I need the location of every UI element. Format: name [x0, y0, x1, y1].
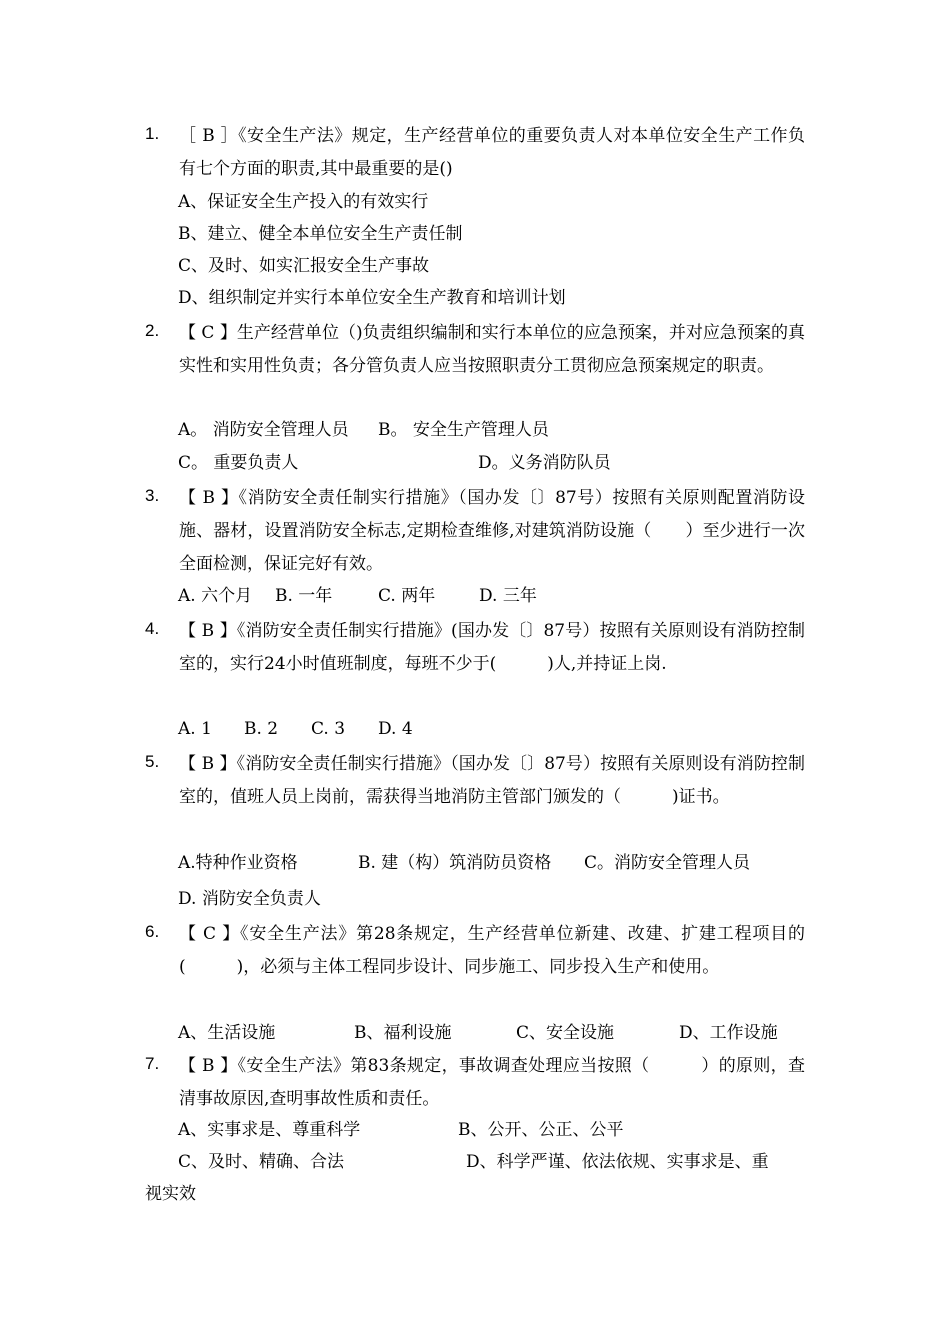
option-d: D. 4 [378, 719, 413, 739]
option-a: A. 六个月 [178, 586, 253, 606]
option-a: A、生活设施 [178, 1023, 276, 1043]
option-d: D、工作设施 [679, 1023, 778, 1043]
option-b: B、建立、健全本单位安全生产责任制 [178, 224, 463, 244]
question-text: 【 B 】《消防安全责任制实行措施》（国办发〔〕87号）按照有关原则设有消防控制室的，值班人员上岗前，需获得当地消防主管部门颁发的（ )证书。 [179, 754, 805, 807]
option-a: A。 消防安全管理人员 [178, 420, 349, 440]
option-b: B. 2 [244, 719, 279, 739]
question-1 [145, 120, 805, 186]
option-b: B. 一年 [275, 586, 333, 606]
option-c: C、及时、精确、合法 [178, 1152, 345, 1172]
question-number: 1. [145, 124, 160, 143]
option-d: D. 消防安全负责人 [178, 889, 321, 909]
question-text: 【 C 】《安全生产法》第28条规定，生产经营单位新建、改建、扩建工程项目的( )，必须与主体工程同步设计、同步施工、同步投入生产和使用。 [179, 924, 805, 977]
option-d: D. 三年 [479, 586, 537, 606]
question-number: 7. [145, 1054, 160, 1073]
question-text: 【 B 】《消防安全责任制实行措施》（国办发〔〕87号）按照有关原则配置消防设施、器材，设置消防安全标志,定期检查维修,对建筑消防设施（ ）至少进行一次全面检测，保证完好有效。 [179, 488, 805, 574]
question-number: 3. [145, 486, 160, 505]
option-d: D、科学严谨、依法依规、实事求是、重 [466, 1152, 769, 1172]
option-a: A、保证安全生产投入的有效实行 [178, 192, 429, 212]
option-c: C、安全设施 [516, 1023, 615, 1043]
question-text: ［ B ］《安全生产法》规定，生产经营单位的重要负责人对本单位安全生产工作负有七个方面的职责,其中最重要的是() [179, 126, 805, 179]
option-a: A.特种作业资格 [178, 853, 298, 873]
option-c: C。 重要负责人 [178, 453, 299, 473]
question-3 [145, 482, 805, 581]
option-c: C. 两年 [378, 586, 436, 606]
question-number: 2. [145, 321, 160, 340]
option-c: C。消防安全管理人员 [584, 853, 751, 873]
question-number: 6. [145, 922, 160, 941]
question-text: 【 B 】《安全生产法》第83条规定，事故调查处理应当按照（ ）的原则，查清事故原因,查明事故性质和责任。 [179, 1056, 805, 1109]
option-a: A、实事求是、尊重科学 [178, 1120, 361, 1140]
question-number: 5. [145, 752, 160, 771]
question-7 [145, 1050, 805, 1116]
option-a: A. 1 [178, 719, 212, 739]
option-b: B、福利设施 [354, 1023, 452, 1043]
option-b: B. 建（构）筑消防员资格 [358, 853, 552, 873]
question-4 [145, 615, 805, 681]
option-c: C. 3 [311, 719, 346, 739]
option-d: D、组织制定并实行本单位安全生产教育和培训计划 [178, 288, 566, 308]
question-5 [145, 748, 805, 814]
question-2 [145, 317, 805, 383]
option-d: D。义务消防队员 [478, 453, 611, 473]
option-b: B、公开、公正、公平 [458, 1120, 624, 1140]
option-b: B。 安全生产管理人员 [378, 420, 549, 440]
option-c: C、及时、如实汇报安全生产事故 [178, 256, 430, 276]
question-number: 4. [145, 619, 160, 638]
question-6 [145, 918, 805, 984]
question-text: 【 C 】生产经营单位（)负责组织编制和实行本单位的应急预案，并对应急预案的真实性和实用性负责；各分管负责人应当按照职责分工贯彻应急预案规定的职责。 [179, 323, 805, 376]
option-d-continuation: 视实效 [145, 1184, 196, 1204]
question-text: 【 B 】《消防安全责任制实行措施》(国办发〔〕87号）按照有关原则设有消防控制室的，实行24小时值班制度，每班不少于( )人,并持证上岗. [179, 621, 805, 674]
